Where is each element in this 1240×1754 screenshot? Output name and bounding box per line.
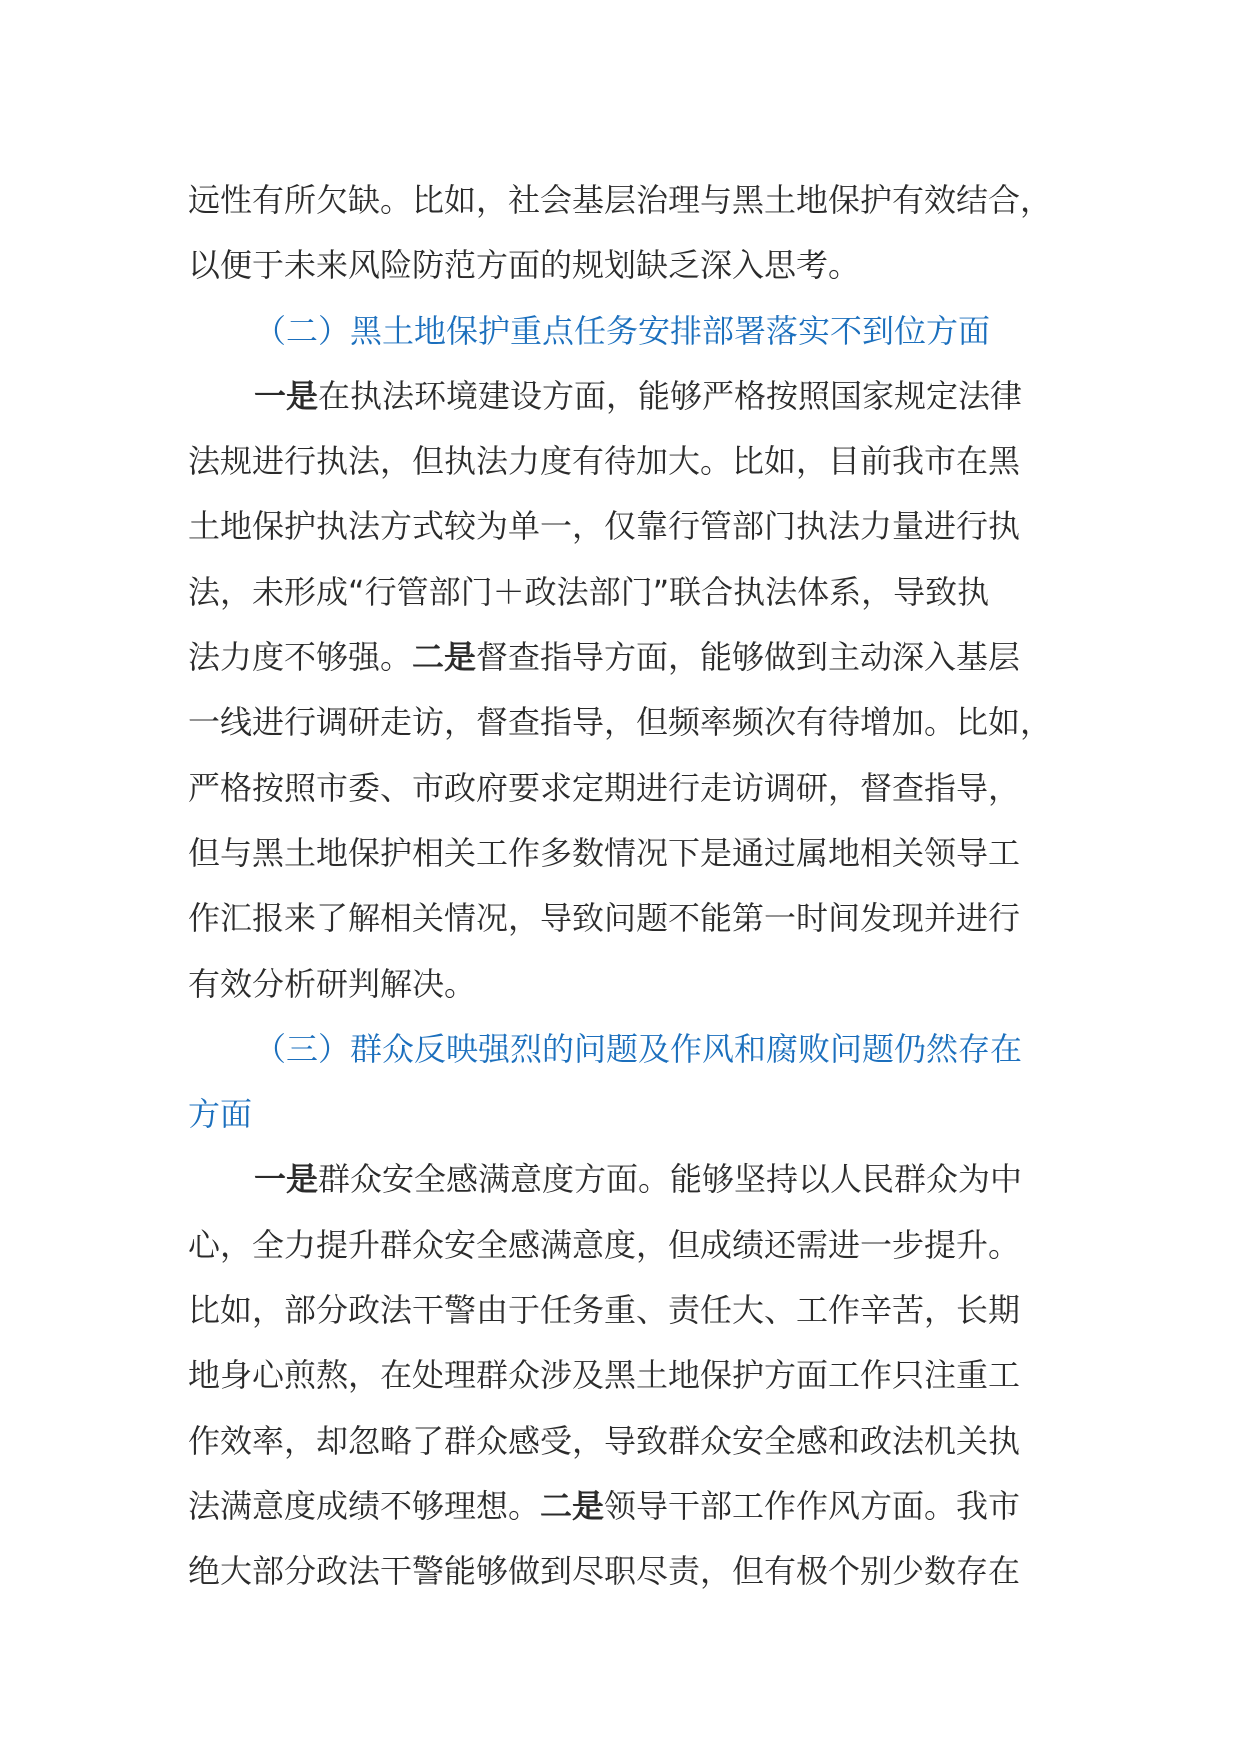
line-text: 方面 [188, 1095, 253, 1134]
line-text: 法，未形成“行管部门＋政法部门”联合执法体系，导致执 [188, 572, 990, 611]
line-text: 一线进行调研走访，督查指导，但频率频次有待增加。比如， [188, 703, 1053, 742]
line-text: 督查指导方面，能够做到主动深入基层 [476, 638, 1021, 677]
paragraph-line [188, 952, 1068, 1017]
line-text: 法规进行执法，但执法力度有待加大。比如，目前我市在黑 [188, 442, 1021, 481]
line-text: 法满意度成绩不够理想。 [188, 1486, 541, 1525]
section-heading-line [188, 1017, 1068, 1082]
line-text: （二）黑土地保护重点任务安排部署落实不到位方面 [254, 311, 991, 350]
paragraph-line [188, 1474, 1068, 1539]
line-text: 法力度不够强。 [188, 638, 413, 677]
line-text: 群众安全感满意度方面。能够坚持以人民群众为中 [318, 1160, 1023, 1199]
line-text: 地身心煎熬，在处理群众涉及黑土地保护方面工作只注重工 [188, 1356, 1021, 1395]
bold-lead-text: 一是 [254, 1160, 319, 1199]
line-text: 比如，部分政法干警由于任务重、责任大、工作辛苦，长期 [188, 1291, 1021, 1330]
bold-lead-text: 一是 [254, 376, 319, 415]
line-text: 心，全力提升群众安全感满意度，但成绩还需进一步提升。 [188, 1225, 1021, 1264]
bold-lead-text: 二是 [540, 1486, 605, 1525]
line-text: 领导干部工作作风方面。我市 [604, 1486, 1021, 1525]
paragraph-line [188, 168, 1068, 233]
paragraph-line [188, 1409, 1068, 1474]
line-text: 作效率，却忽略了群众感受，导致群众安全感和政法机关执 [188, 1421, 1021, 1460]
line-text: 远性有所欠缺。比如，社会基层治理与黑土地保护有效结合， [188, 181, 1053, 219]
line-text: 以便于未来风险防范方面的规划缺乏深入思考。 [188, 246, 861, 285]
section-heading-line [188, 1082, 1068, 1147]
paragraph-line [188, 1213, 1068, 1278]
line-text: 在执法环境建设方面，能够严格按照国家规定法律 [318, 376, 1023, 415]
paragraph-line [188, 756, 1068, 821]
paragraph-line [188, 364, 1068, 429]
document-body [188, 168, 1068, 1605]
paragraph-line [188, 1343, 1068, 1408]
paragraph-line [188, 494, 1068, 559]
bold-lead-text: 二是 [412, 638, 477, 677]
line-text: 土地保护执法方式较为单一，仅靠行管部门执法力量进行执 [188, 507, 1021, 546]
line-text: 但与黑土地保护相关工作多数情况下是通过属地相关领导工 [188, 833, 1021, 872]
paragraph-line [188, 886, 1068, 951]
line-text: 有效分析研判解决。 [188, 964, 477, 1003]
paragraph-line [188, 625, 1068, 690]
paragraph-line [188, 429, 1068, 494]
line-text: 绝大部分政法干警能够做到尽职尽责，但有极个别少数存在 [188, 1552, 1021, 1591]
paragraph-line [188, 560, 1068, 625]
line-text: 作汇报来了解相关情况，导致问题不能第一时间发现并进行 [188, 899, 1021, 938]
section-heading-line [188, 299, 1068, 364]
paragraph-line [188, 690, 1068, 755]
line-text: （三）群众反映强烈的问题及作风和腐败问题仍然存在 [254, 1029, 1023, 1068]
paragraph-line [188, 1278, 1068, 1343]
paragraph-line [188, 821, 1068, 886]
paragraph-line [188, 1539, 1068, 1604]
paragraph-line [188, 233, 1068, 298]
line-text: 严格按照市委、市政府要求定期进行走访调研，督查指导， [188, 768, 1021, 807]
paragraph-line [188, 1147, 1068, 1212]
